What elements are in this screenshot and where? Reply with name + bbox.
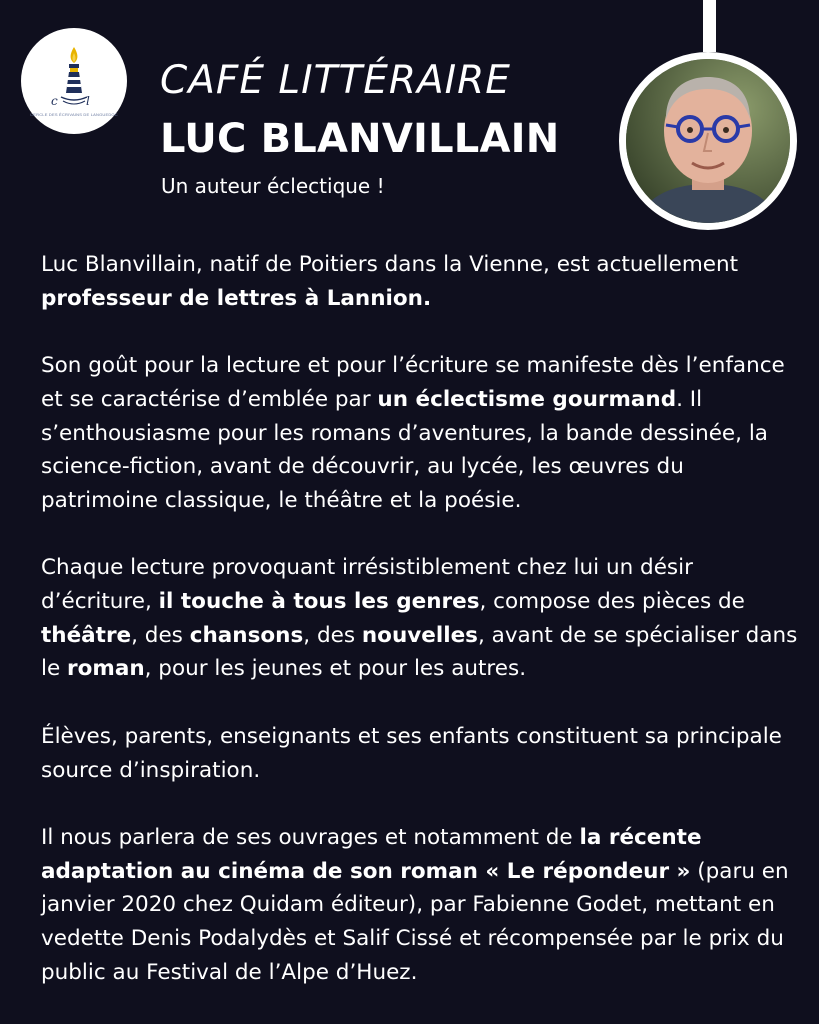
bold-phrase: professeur de lettres à Lannion. xyxy=(41,285,432,311)
bold-phrase: roman xyxy=(67,656,145,682)
text-run: . Il s’enthousiasme pour les romans d’aventures, la bande dessinée, la science-fiction, avant de découvrir, au lycée, les œuvres du patrimoine classique, le théâtre et la poésie. xyxy=(41,386,768,513)
biography xyxy=(41,248,801,1023)
bio-paragraph-5 xyxy=(41,821,801,990)
lighthouse-icon xyxy=(39,45,109,111)
svg-text:c: c xyxy=(51,94,58,108)
author-photo xyxy=(619,52,797,230)
text-run: , compose des pièces de xyxy=(479,589,745,614)
event-kicker: CAFÉ LITTÉRAIRE xyxy=(160,58,511,103)
text-run: Son goût pour la lecture et pour l’écriture se manifeste dès l’enfance et se caractérise d’emblée par xyxy=(41,353,785,412)
bold-phrase: chansons xyxy=(189,622,304,648)
text-run: , avant de se spécialiser dans le xyxy=(41,622,798,682)
author-name: LUC BLANVILLAIN xyxy=(160,116,560,162)
text-run: , des xyxy=(131,622,190,648)
logo-caption: CERCLE DES ÉCRIVAINS DE LANGUEDOC xyxy=(30,112,118,117)
text-run: Luc Blanvillain, natif de Poitiers dans la Vienne, est actuellement xyxy=(41,252,739,277)
tagline: Un auteur éclectique ! xyxy=(161,174,385,198)
svg-text:l: l xyxy=(86,94,90,108)
text-run: , des xyxy=(303,622,362,648)
bold-phrase: il touche à tous les genres xyxy=(158,589,480,614)
text-run: Élèves, parents, enseignants et ses enfants constituent sa principale source d’inspiration. xyxy=(41,723,782,783)
bold-phrase: théâtre xyxy=(41,622,132,648)
bio-paragraph-3 xyxy=(41,551,801,686)
text-run: Il nous parlera de ses ouvrages et notamment de xyxy=(41,824,580,850)
bio-paragraph-1 xyxy=(41,248,801,315)
portrait-illustration xyxy=(626,59,790,223)
bold-phrase: la récente adaptation au cinéma de son roman « Le répondeur » xyxy=(41,824,702,884)
bold-phrase: un éclectisme gourmand xyxy=(377,386,677,412)
bio-paragraph-2 xyxy=(41,349,801,518)
text-run: Chaque lecture provoquant irrésistiblement chez lui un désir d’écriture, xyxy=(41,555,693,614)
text-run: (paru en janvier 2020 chez Quidam éditeur), par Fabienne Godet, mettant en vedette Denis Podalydès et Salif Cissé et récompensée par le prix du public au Festival de l’Alpe d’Huez. xyxy=(41,858,789,985)
organization-logo xyxy=(21,28,127,134)
bio-paragraph-4 xyxy=(41,720,801,787)
hanging-line xyxy=(703,0,716,52)
text-run: , pour les jeunes et pour les autres. xyxy=(144,656,527,682)
bold-phrase: nouvelles xyxy=(361,622,478,648)
